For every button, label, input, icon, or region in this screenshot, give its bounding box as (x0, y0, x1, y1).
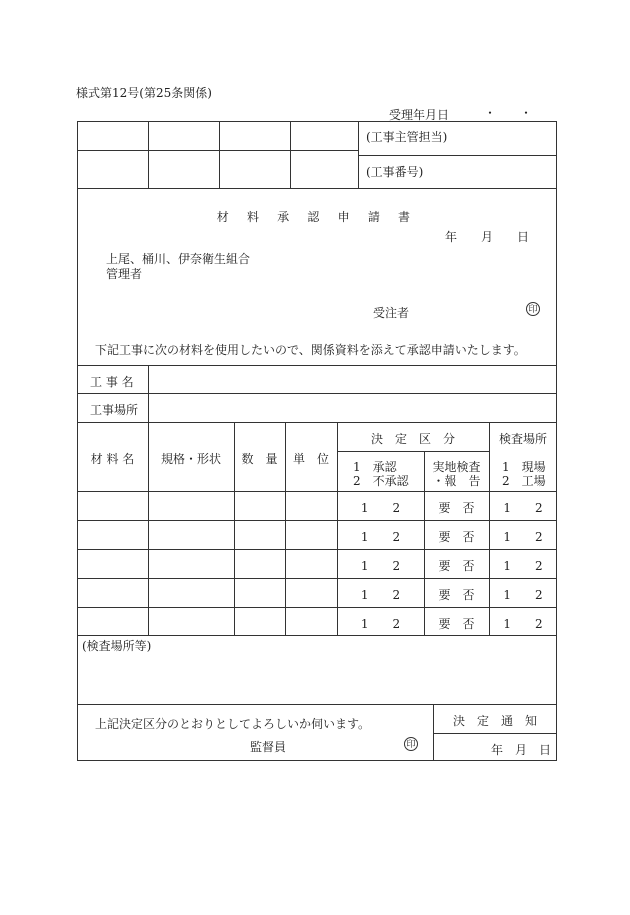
col-quantity: 数 量 (241, 452, 278, 466)
addressee-title: 管理者 (106, 267, 143, 281)
unit-cell[interactable] (286, 521, 337, 549)
spec-cell[interactable] (149, 579, 234, 607)
work-name-field[interactable] (149, 366, 556, 393)
spec-cell[interactable] (149, 608, 234, 635)
col-inspection-place: 検査場所 (498, 432, 547, 446)
unit-cell[interactable] (286, 579, 337, 607)
decision-choice[interactable]: 1 2 (360, 617, 401, 631)
place-choice[interactable]: 1 2 (503, 617, 543, 631)
material-name-cell[interactable] (78, 521, 148, 549)
stamp-cell[interactable] (220, 122, 290, 150)
material-name-cell[interactable] (78, 579, 148, 607)
material-name-cell[interactable] (78, 550, 148, 578)
quantity-cell[interactable] (235, 550, 285, 578)
inspection-choice[interactable]: 要 否 (438, 530, 475, 544)
place-choice[interactable]: 1 2 (503, 559, 543, 573)
decision-reject: 2 不承認 (353, 474, 409, 488)
place-factory: 2 工場 (502, 474, 546, 488)
inspector-label: 監督員 (250, 740, 287, 754)
quantity-cell[interactable] (235, 492, 285, 520)
inspection-choice[interactable]: 要 否 (438, 617, 475, 631)
place-site: 1 現場 (502, 460, 546, 474)
place-choice[interactable]: 1 2 (503, 501, 543, 515)
place-choice[interactable]: 1 2 (503, 530, 543, 544)
supervisor-label: (工事主管担当) (366, 130, 448, 144)
receipt-date-label: 受理年月日 (389, 108, 450, 122)
spec-cell[interactable] (149, 492, 234, 520)
decision-choice[interactable]: 1 2 (360, 559, 401, 573)
quantity-cell[interactable] (235, 579, 285, 607)
application-body: 下記工事に次の材料を使用したいので、関係資料を添えて承認申請いたします。 (95, 343, 526, 357)
inspection-report: ・報 告 (432, 474, 481, 488)
seal-icon: 印 (526, 302, 540, 316)
addressee-org: 上尾、桶川、伊奈衛生組合 (106, 252, 251, 266)
place-choice[interactable]: 1 2 (503, 588, 543, 602)
notice-date[interactable]: 年 月 日 (491, 743, 552, 757)
material-name-cell[interactable] (78, 608, 148, 635)
decision-notice-title: 決 定 通 知 (452, 714, 537, 728)
inspection-choice[interactable]: 要 否 (438, 501, 475, 515)
application-date[interactable]: 年 月 日 (445, 230, 530, 244)
work-place-field[interactable] (149, 394, 556, 422)
confirm-text: 上記決定区分のとおりとしてよろしいか伺います。 (95, 717, 371, 731)
decision-choice[interactable]: 1 2 (360, 588, 401, 602)
quantity-cell[interactable] (235, 608, 285, 635)
stamp-cell[interactable] (78, 122, 148, 150)
unit-cell[interactable] (286, 608, 337, 635)
unit-cell[interactable] (286, 550, 337, 578)
spec-cell[interactable] (149, 550, 234, 578)
inspection-choice[interactable]: 要 否 (438, 559, 475, 573)
work-name-label: 工 事 名 (90, 375, 134, 389)
decision-choice[interactable]: 1 2 (360, 530, 401, 544)
decision-choice[interactable]: 1 2 (360, 501, 401, 515)
col-unit: 単 位 (292, 452, 329, 466)
stamp-cell[interactable] (149, 122, 219, 150)
col-spec: 規格・形状 (160, 452, 221, 466)
inspection-onsite: 実地検査 (432, 460, 481, 474)
col-decision: 決 定 区 分 (370, 432, 455, 446)
decision-approve: 1 承認 (353, 460, 397, 474)
quantity-cell[interactable] (235, 521, 285, 549)
receipt-date-dots: ・ ・ (484, 106, 533, 120)
seal-icon: 印 (404, 737, 418, 751)
contractor-label: 受注者 (373, 306, 410, 320)
col-material: 材 料 名 (90, 452, 135, 466)
notes-label: (検査場所等) (82, 639, 152, 653)
work-place-label: 工事場所 (90, 403, 139, 417)
inspection-choice[interactable]: 要 否 (438, 588, 475, 602)
material-name-cell[interactable] (78, 492, 148, 520)
stamp-cell[interactable] (291, 122, 358, 150)
form-title: 材 料 承 認 申 請 書 (216, 210, 418, 224)
project-number-label: (工事番号) (366, 165, 424, 179)
spec-cell[interactable] (149, 521, 234, 549)
form-id: 様式第12号(第25条関係) (76, 86, 212, 100)
unit-cell[interactable] (286, 492, 337, 520)
